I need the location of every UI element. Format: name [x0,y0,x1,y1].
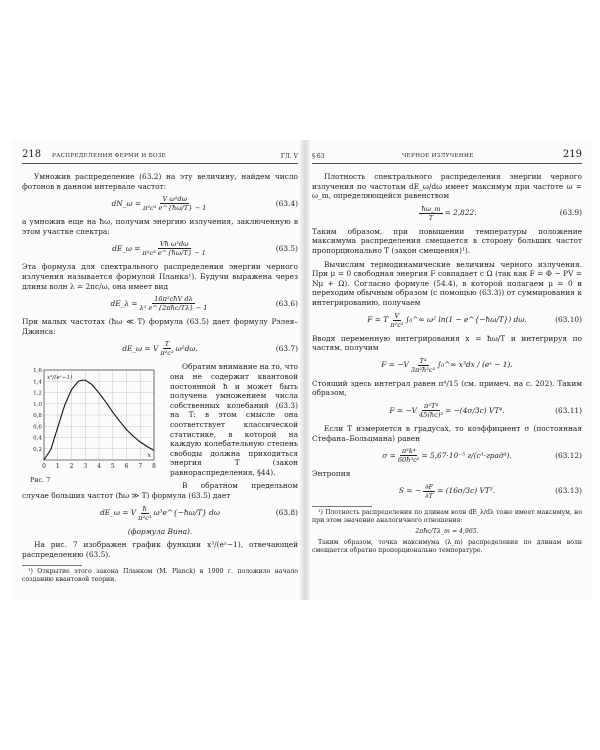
eq-numerator: ħω_m [421,204,441,213]
eq-rhs: = 2,822. [444,208,477,218]
page-number: 218 [22,149,42,160]
eq-number: (63.10) [555,315,582,325]
eq-fraction [160,340,173,357]
eq-fraction [138,505,151,522]
equation-63-12 [312,447,582,464]
paragraph: При малых частотах (ħω ≪ T) формула (63.5) дает формулу Рэлея–Джинса: [22,317,298,336]
eq-denominator: π²c³ [160,349,174,358]
equation-63-9 [312,205,582,222]
left-page [22,150,298,590]
y-tick-label: 0,4 [33,435,42,442]
x-tick-label: 5 [110,463,115,471]
eq-numerator: ∂F [425,482,434,491]
x-tick-label: 7 [138,463,143,471]
eq-lhs: σ = [382,450,396,460]
y-tick-label: 0,8 [33,413,42,420]
eq-numerator: T⁴ [419,356,427,365]
paragraph: Стоящий здесь интеграл равен π⁴/15 (см. примеч. на с. 202). Таким образом, [312,378,582,398]
paragraph: Умножив распределение (63.2) на эту величину, найдем число фотонов в данном интервале частот: [22,172,298,191]
footnote: ¹) Плотность распределения по длинам волн dE_λ/dλ тоже имеет максимум, но при этом значение аналогичного отношения: [312,508,582,524]
eq-rhs: = (16σ/3c) VT³. [437,486,496,496]
x-tick-label: 3 [83,463,88,471]
y-axis-label: x³/(eˣ−1) [47,375,73,382]
eq-rhs: ∫₀^∞ ω² ln(1 − e^{−ħω/T}) dω. [405,315,527,325]
y-tick-label: 1,4 [33,379,42,386]
eq-fraction [423,483,435,500]
chapter-label: ГЛ. V [280,153,298,160]
paragraph: Вводя переменную интегрирования x = ħω/T и интегрируя по частям, получим [312,333,582,353]
eq-denominator: π²c³ e^{ħω/T} − 1 [142,249,206,258]
eq-rhs: = 5,67·10⁻⁵ г/(с³·град⁴). [421,450,512,460]
eq-denominator: π²c³ [138,513,152,522]
paragraph: Обратим внимание на то, что она не содержит квантовой постоянной ħ и может быть получена умножением числа собственных колебаний (63.3) на T: в этом смысле она соответствует классической статистике, в которой на каждую колебательную степень свободы должна приходиться энергия T (закон равнораспределения, §44). [170,362,298,477]
eq-number: (63.8) [275,508,298,518]
eq-denominator: π²c³ [390,320,404,329]
footnote: ¹) Открытие этого закона Планком (M. Planck) в 1900 г. положило начало созданию квантовой теории. [22,568,298,584]
equation-63-4 [22,195,298,212]
right-page [312,150,582,590]
eq-lhs: dE_λ = [110,298,138,308]
equation-63-7 [22,340,298,357]
eq-lhs: F = T [367,315,389,325]
eq-number: (63.4) [275,198,298,208]
x-tick-label: 4 [97,463,101,471]
x-tick-label: 0 [42,463,46,471]
paragraph: а умножив еще на ħω, получим энергию излучения, заключенную в этом участке спектра: [22,217,298,236]
eq-denominator: 3π²ħ³c³ [410,365,436,374]
eq-fraction [143,195,206,212]
eq-number: (63.6) [275,298,298,308]
planck-chart [22,364,162,476]
eq-number: (63.11) [555,405,582,415]
x-tick-label: 8 [152,463,156,471]
paragraph: Если T измеряется в градусах, то коэффициент σ (постоянная Стефана–Больцмана) равен [312,423,582,443]
left-page-header [22,150,298,164]
eq-numerator: 16π²cħV dλ [154,295,193,304]
eq-numerator: V [394,311,400,320]
figure-7 [22,364,162,486]
y-tick-label: 0,6 [33,424,42,431]
eq-numerator: π²T⁴ [424,401,439,410]
right-page-header [312,150,582,164]
x-axis-label: x [147,451,151,460]
eq-fraction [411,357,435,374]
equation-63-6 [22,295,298,312]
running-head: ЧЕРНОЕ ИЗЛУЧЕНИЕ [402,153,474,159]
page-number: 219 [562,149,582,160]
book-gutter [300,140,310,600]
eq-fraction [419,205,442,222]
eq-number: (63.12) [555,450,582,460]
eq-numerator: Vħ ω³dω [159,240,189,249]
eq-rhs: ω²dω. [175,344,198,354]
x-tick-label: 2 [69,463,74,471]
eq-denominator: ∂T [425,491,433,500]
x-tick-label: 1 [55,463,60,471]
eq-numerator: V ω²dω [162,195,187,204]
paragraph: Энтропия [312,469,351,479]
paragraph: Эта формула для спектрального распределения энергии черного излучения называется формулой Планка¹). Будучи выражена через длины волн λ = 2πc/ω, она имеет вид [22,262,298,291]
y-tick-label: 1,6 [33,368,42,375]
paragraph: (формула Вина). [127,526,193,536]
equation-63-8 [22,505,298,522]
paragraph: В обратном предельном случае больших частот (ħω ≫ T) формула (63.5) дает [22,481,298,501]
eq-fraction [398,447,420,464]
eq-denominator: 45(ħc)³ [418,410,444,419]
y-tick-label: 1,0 [33,402,42,409]
paragraph: Вычислим термодинамические величины черного излучения. При μ = 0 свободная энергия F совпадает с Ω (так как F = Φ − PV = Nμ + Ω). Согласно формуле (54.4), в которой полагаем μ = 0 и переходим обычным образом (с помощью (63.3)) от суммирования к интегрированию, получаем [312,259,582,307]
eq-numerator: T [164,340,170,349]
x-tick-label: 6 [124,463,129,471]
equation-63-13 [312,483,582,500]
y-tick-label: 1,2 [33,390,42,397]
eq-rhs: ∫₀^∞ x³dx / (eˣ − 1). [437,360,513,370]
equation-63-11 [312,402,582,419]
eq-number: (63.9) [559,208,582,218]
paragraph: Таким образом, при повышении температуры положение максимума распределения смещается в сторону больших частот пропорционально T (закон смещения)¹). [312,226,582,255]
eq-fraction [143,240,206,257]
paragraph: Плотность спектрального распределения энергии черного излучения по частотам dE_ω/dω имеет максимум при частоте ω = ω_m, определяющейся равенством [312,172,582,201]
eq-denominator: λ⁵ e^{2πħc/Tλ} − 1 [139,304,208,313]
eq-lhs: S = − [398,486,422,496]
figure-caption: Рис. 7 [30,476,51,485]
eq-lhs: dE_ω = V [122,344,159,354]
footnote: Таким образом, точка максимума (λ_m) распределения по длинам волн смещается обратно пропорционально температуре. [312,538,582,554]
eq-rhs: ω³e^{−ħω/T} dω [153,508,220,518]
eq-lhs: dE_ω = V [100,508,137,518]
eq-fraction [419,402,443,419]
eq-denominator: 60ħ³c² [397,456,420,465]
eq-lhs: dN_ω = [111,198,142,208]
eq-fraction [140,295,208,312]
eq-numerator: ħ [142,504,147,513]
eq-number: (63.5) [275,244,298,254]
eq-lhs: F = −V [389,405,417,415]
equation-63-10 [312,312,582,329]
eq-number: (63.13) [555,486,582,496]
eq-rhs: = −(4σ/3c) VT⁴. [445,405,505,415]
eq-lhs: dE_ω = [112,244,141,254]
equation-integral [312,357,582,374]
running-head: РАСПРЕДЕЛЕНИЯ ФЕРМИ И БОЗЕ [52,153,167,159]
y-tick-label: 0,2 [33,447,42,454]
eq-denominator: π²c³ e^{ħω/T} − 1 [143,204,207,213]
eq-lhs: F = −V [381,360,409,370]
section-label: § 63 [312,153,325,160]
footnote-equation: 2πħc/Tλ_m = 4,965. [415,527,479,535]
eq-denominator: T [428,213,434,222]
eq-numerator: π²k⁴ [401,447,416,456]
equation-63-5 [22,240,298,257]
eq-fraction [390,312,403,329]
eq-number: (63.7) [275,344,298,354]
paragraph: На рис. 7 изображен график функции x³/(eˣ−1), отвечающей распределению (63.5). [22,540,298,559]
